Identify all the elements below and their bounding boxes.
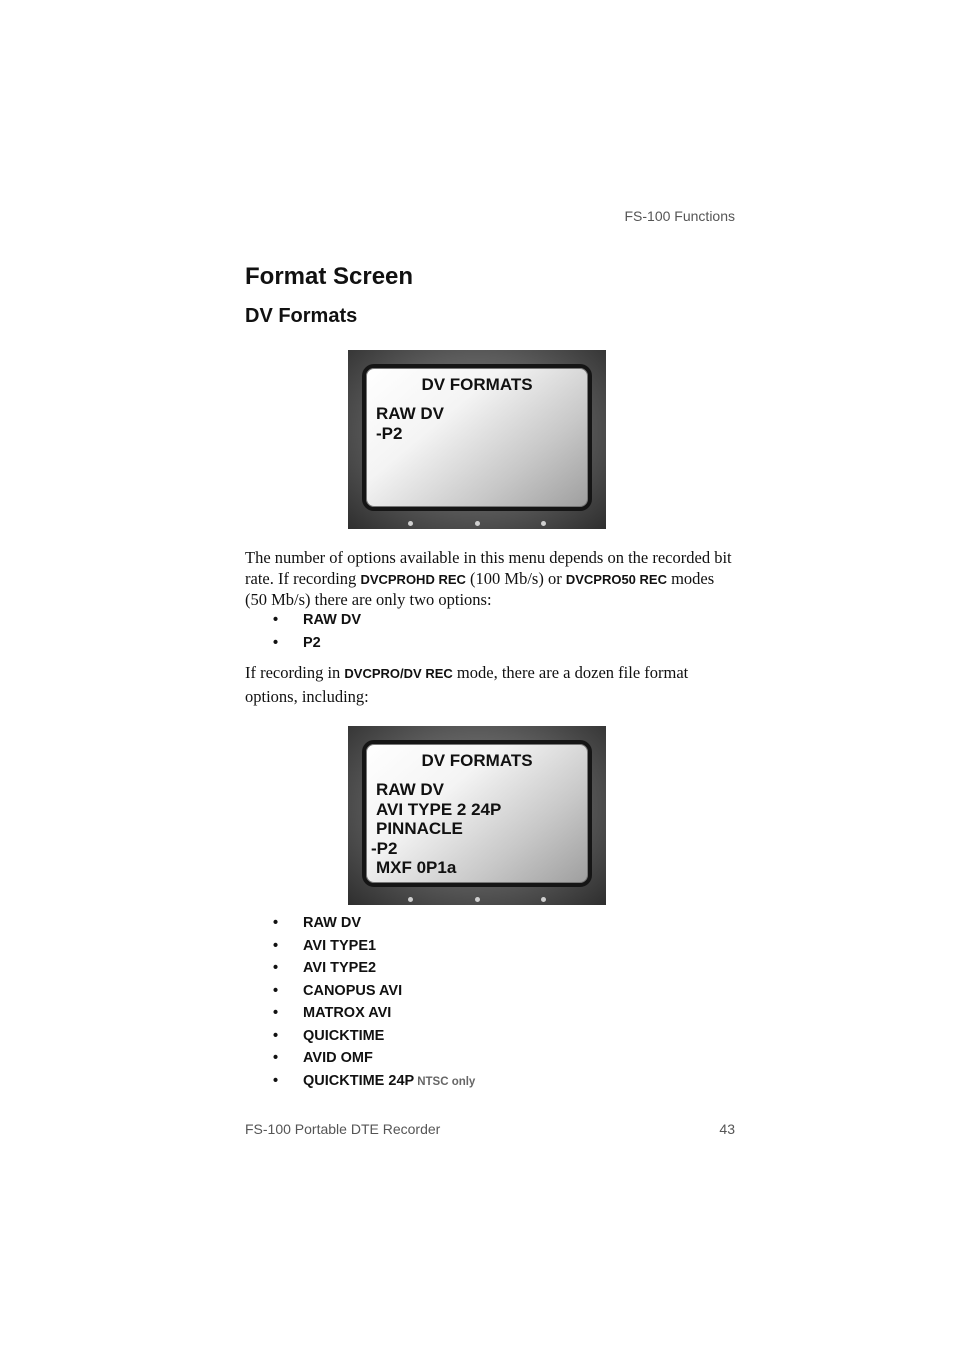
list-item-label: AVI TYPE2: [303, 960, 377, 976]
list-item-label: RAW DV: [303, 915, 361, 931]
indicator-dot: [408, 521, 413, 526]
format-list: [273, 915, 475, 1095]
dv-formats-screen-image: [348, 350, 606, 529]
bullet-glyph: •: [273, 612, 279, 628]
list-item-label: P2: [303, 634, 321, 651]
screen-menu-item: MXF 0P1a: [376, 858, 457, 877]
footer-product: FS-100 Portable DTE Recorder: [245, 1121, 441, 1137]
list-item: [273, 983, 475, 1006]
list-item-label: CANOPUS AVI: [303, 982, 403, 999]
screen-menu: [376, 404, 444, 443]
list-item: [273, 1005, 475, 1028]
indicator-dot: [408, 897, 413, 902]
indicator-dot: [475, 897, 480, 902]
list-item-label: RAW DV: [303, 612, 361, 628]
bullet-glyph: •: [273, 915, 279, 931]
mode-keyword: DVCPRO50 REC: [565, 571, 667, 587]
screen-menu: [371, 780, 502, 878]
section-heading: DV Formats: [245, 305, 358, 327]
body-paragraph: [245, 661, 735, 708]
bullet-glyph: •: [273, 1072, 279, 1089]
list-item: [273, 612, 361, 635]
screen-title: DV FORMATS: [421, 751, 533, 770]
text-run: mode, there are a dozen file format options, including:: [245, 663, 689, 706]
screen-menu-item: RAW DV: [376, 404, 444, 423]
list-item-label: QUICKTIME 24P: [303, 1072, 415, 1089]
screen-menu-item: -P2: [376, 423, 403, 443]
indicator-dot: [541, 521, 546, 526]
screen-display: [362, 364, 592, 511]
bullet-glyph: •: [273, 1005, 279, 1021]
screen-title: DV FORMATS: [421, 375, 533, 394]
text-run: If recording in: [245, 663, 345, 682]
list-item: [273, 635, 361, 658]
ntsc-note: NTSC only: [417, 1075, 476, 1088]
text-run: The number of options available in this menu depends on the recorded bit rate. If recording: [245, 548, 732, 588]
text-run: modes (50 Mb/s) there are only two options:: [245, 568, 715, 609]
text-run: (100 Mb/s) or: [465, 568, 566, 588]
bullet-glyph: •: [273, 1050, 279, 1066]
dv-formats-screen-image: [348, 726, 606, 905]
mode-keyword: DVCPRO/DV REC: [344, 666, 453, 681]
indicator-dot: [475, 521, 480, 526]
bullet-glyph: •: [273, 982, 279, 999]
options-list: [273, 612, 361, 657]
page-number: 43: [719, 1121, 735, 1137]
bullet-glyph: •: [273, 960, 279, 976]
bullet-glyph: •: [273, 937, 279, 954]
screen-menu-item: PINNACLE: [376, 819, 463, 838]
list-item: [273, 915, 475, 938]
body-paragraph: [245, 548, 735, 611]
screen-menu-item: RAW DV: [376, 780, 444, 799]
list-item-label: MATROX AVI: [303, 1005, 392, 1021]
bullet-glyph: •: [273, 1027, 279, 1044]
list-item: [273, 938, 475, 961]
running-header: FS-100 Functions: [624, 208, 735, 224]
indicator-dot: [541, 897, 546, 902]
screen-menu-item-selected: -P2: [371, 838, 398, 858]
page-title: Format Screen: [245, 263, 414, 290]
screen-display: [362, 740, 592, 887]
list-item: [273, 960, 475, 983]
list-item-label: QUICKTIME: [303, 1027, 385, 1044]
bullet-glyph: •: [273, 634, 279, 651]
list-item: [273, 1028, 475, 1051]
list-item-label: AVID OMF: [303, 1050, 373, 1066]
mode-keyword: DVCPROHD REC: [360, 571, 466, 587]
list-item: [273, 1050, 475, 1073]
screen-menu-item: AVI TYPE 2 24P: [376, 799, 502, 819]
list-item: [273, 1073, 475, 1096]
list-item-label: AVI TYPE1: [303, 937, 377, 954]
